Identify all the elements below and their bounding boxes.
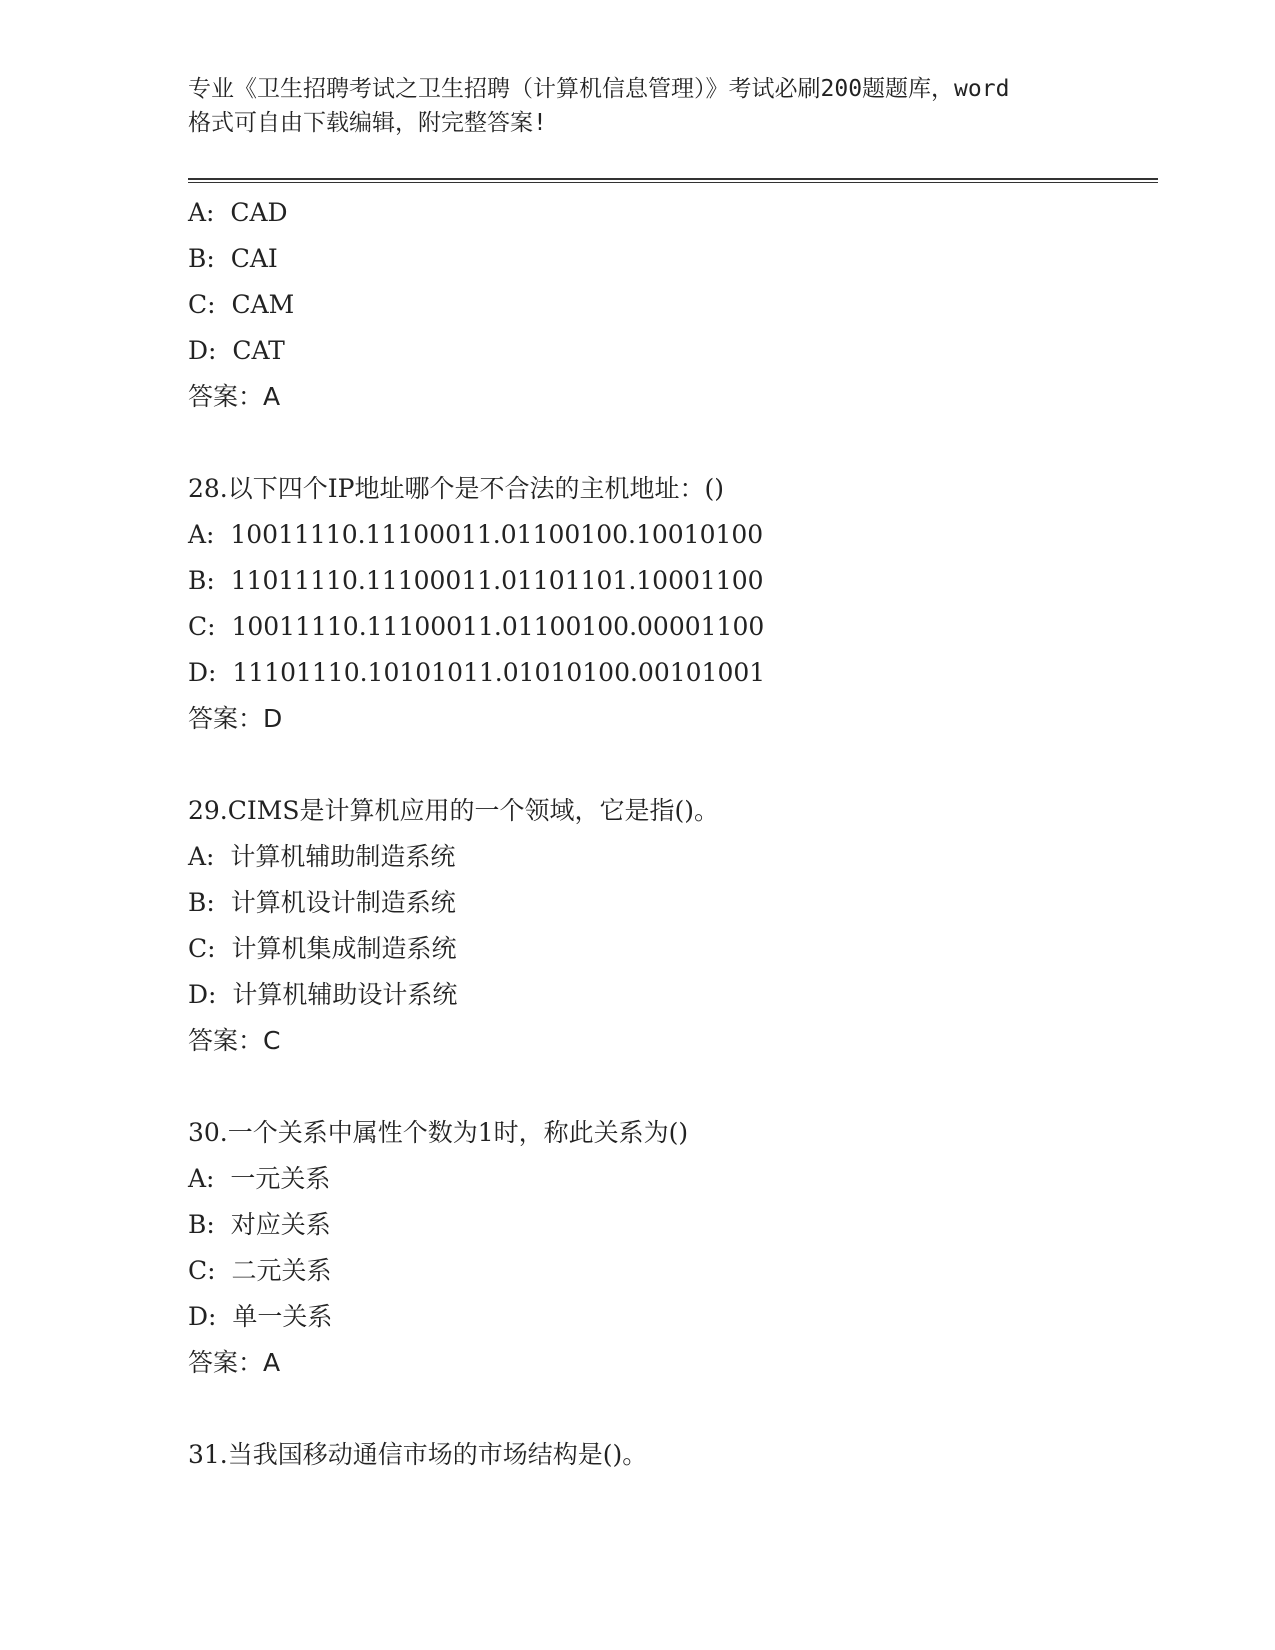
- question-30-option-b: B: 对应关系: [188, 1210, 331, 1239]
- header-title-line-1: 专业《卫生招聘考试之卫生招聘（计算机信息管理）》考试必刷200题题库，word: [188, 76, 1010, 102]
- question-27-option-d: D: CAT: [188, 336, 285, 365]
- question-29-option-d: D: 计算机辅助设计系统: [188, 980, 458, 1009]
- question-27-option-c: C: CAM: [188, 290, 295, 319]
- question-spacer: [188, 420, 1148, 466]
- question-27-option-a: A: CAD: [188, 198, 288, 227]
- question-list: [188, 190, 1148, 1478]
- question-30-text: 30.一个关系中属性个数为1时，称此关系为(): [188, 1118, 689, 1147]
- question-27-block: [188, 190, 1148, 420]
- header-title-line-2: 格式可自由下载编辑，附完整答案!: [188, 110, 547, 136]
- question-29-text: 29.CIMS是计算机应用的一个领域，它是指()。: [188, 796, 719, 825]
- question-30-option-d: D: 单一关系: [188, 1302, 333, 1331]
- question-spacer: [188, 1064, 1148, 1110]
- question-30-option-a: A: 一元关系: [188, 1164, 331, 1193]
- question-28-option-d: D: 11101110.10101011.01010100.00101001: [188, 658, 766, 687]
- question-30-answer: 答案：A: [188, 1348, 281, 1377]
- question-28-option-c: C: 10011110.11100011.01100100.00001100: [188, 612, 765, 641]
- question-30-option-c: C: 二元关系: [188, 1256, 332, 1285]
- question-28-option-b: B: 11011110.11100011.01101101.10001100: [188, 566, 764, 595]
- question-29-option-a: A: 计算机辅助制造系统: [188, 842, 456, 871]
- question-31-text: 31.当我国移动通信市场的市场结构是()。: [188, 1440, 648, 1469]
- header-divider: [188, 178, 1158, 183]
- question-28-block: [188, 466, 1148, 742]
- question-28-answer: 答案：D: [188, 704, 283, 733]
- question-spacer: [188, 1386, 1148, 1432]
- question-29-answer: 答案：C: [188, 1026, 281, 1055]
- question-28-text: 28.以下四个IP地址哪个是不合法的主机地址：(): [188, 474, 724, 503]
- document-header: [188, 72, 1108, 140]
- question-29-option-b: B: 计算机设计制造系统: [188, 888, 456, 917]
- question-29-block: [188, 788, 1148, 1064]
- question-28-option-a: A: 10011110.11100011.01100100.10010100: [188, 520, 764, 549]
- question-29-option-c: C: 计算机集成制造系统: [188, 934, 457, 963]
- question-27-answer: 答案：A: [188, 382, 281, 411]
- question-31-block: [188, 1432, 1148, 1478]
- question-spacer: [188, 742, 1148, 788]
- question-30-block: [188, 1110, 1148, 1386]
- question-27-option-b: B: CAI: [188, 244, 278, 273]
